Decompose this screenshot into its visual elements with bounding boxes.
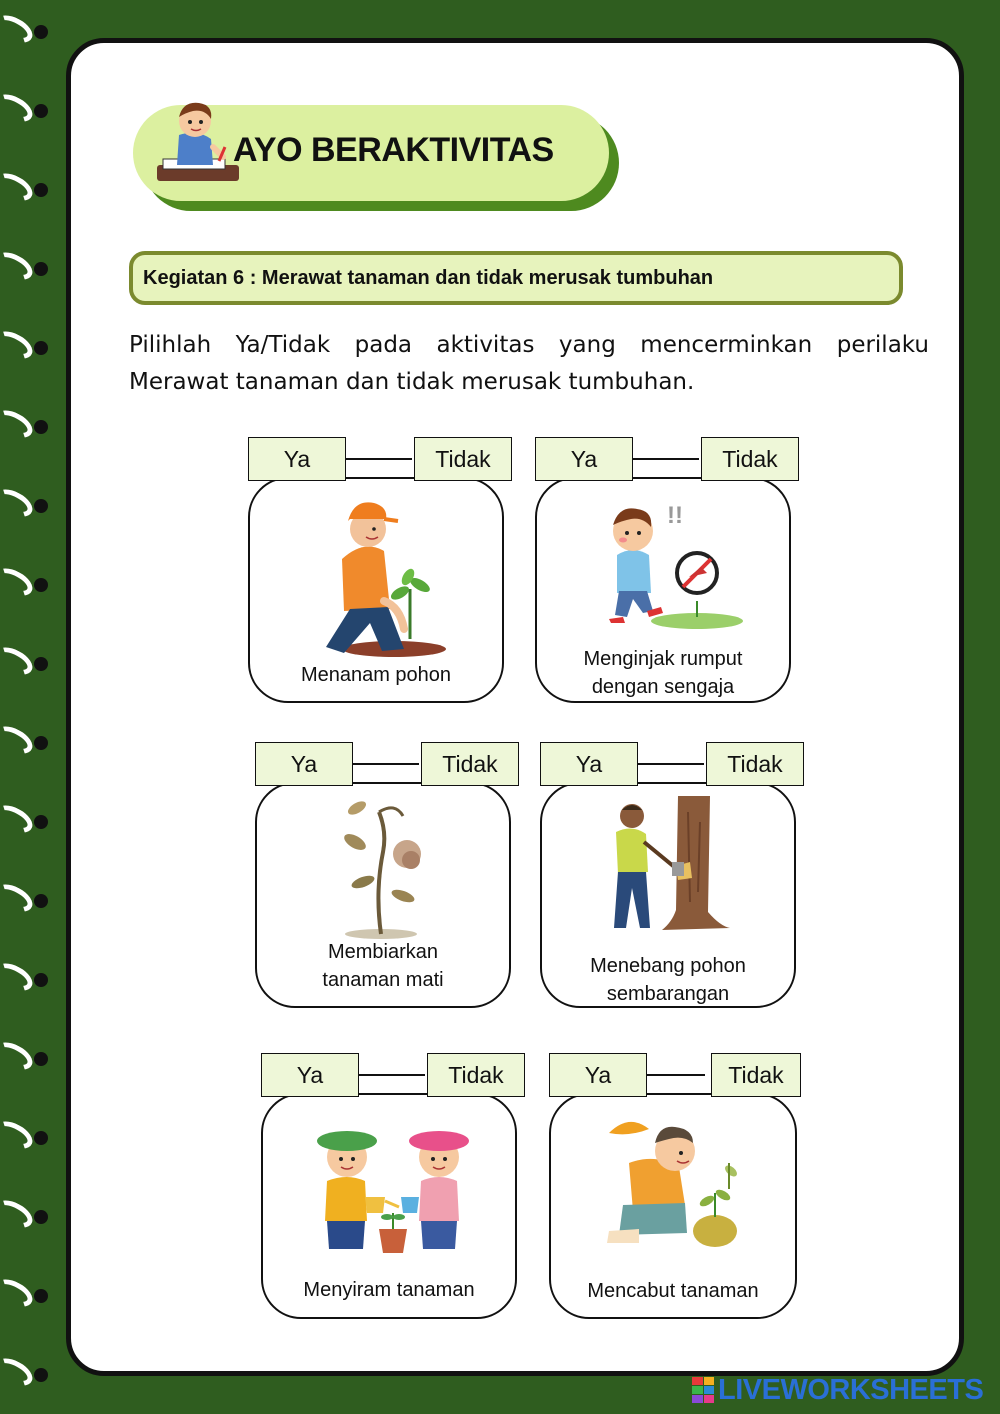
caption-line-2: tanaman mati: [322, 969, 444, 991]
binding-ring: [0, 1199, 52, 1233]
children-watering-plants-illustration: [307, 1117, 479, 1267]
binding-ring: [0, 488, 52, 522]
binding-ring: [0, 1357, 52, 1391]
studying-boy-illustration: [149, 95, 245, 195]
activity-card-menanam-pohon: [248, 437, 512, 705]
tidak-option-button[interactable]: Tidak: [414, 437, 512, 481]
activity-card-mencabut-tanaman: [549, 1053, 801, 1321]
caption-line-1: Menebang pohon: [590, 955, 746, 977]
binding-ring: [0, 1120, 52, 1154]
ya-option-button[interactable]: Ya: [255, 742, 353, 786]
caption-line-1: Membiarkan: [327, 941, 439, 963]
binding-ring: [0, 567, 52, 601]
tidak-option-button[interactable]: Tidak: [701, 437, 799, 481]
caption-line-2: sembarangan: [606, 983, 730, 1005]
instruction-text: Pilihlah Ya/Tidak pada aktivitas yang mencerminkan perilaku Merawat tanaman dan tidak merusak tumbuhan.: [129, 332, 929, 395]
ya-option-button[interactable]: Ya: [535, 437, 633, 481]
dead-plant-illustration: [325, 792, 445, 942]
ya-option-button[interactable]: Ya: [549, 1053, 647, 1097]
binding-ring: [0, 409, 52, 443]
svg-text:!!: !!: [667, 502, 683, 529]
activity-card-membiarkan-tanaman-mati: [255, 742, 519, 1010]
ya-option-button[interactable]: Ya: [248, 437, 346, 481]
binding-ring: [0, 172, 52, 206]
tidak-option-button[interactable]: Tidak: [706, 742, 804, 786]
binding-ring: [0, 883, 52, 917]
spiral-binding: [0, 0, 60, 1414]
liveworksheets-logo: [692, 1374, 983, 1406]
liveworksheets-logo-icon: [692, 1377, 714, 1403]
activity-card-menebang-pohon: [540, 742, 804, 1010]
activity-card-menyiram-tanaman: [261, 1053, 525, 1321]
binding-ring: [0, 93, 52, 127]
binding-ring: [0, 804, 52, 838]
card-caption: [261, 1276, 517, 1304]
binding-ring: [0, 962, 52, 996]
option-connector: [633, 458, 699, 460]
tidak-option-button[interactable]: Tidak: [421, 742, 519, 786]
option-connector: [645, 1074, 705, 1076]
child-pulling-plant-illustration: [599, 1113, 749, 1253]
binding-ring: [0, 725, 52, 759]
tidak-option-button[interactable]: Tidak: [427, 1053, 525, 1097]
man-cutting-tree-illustration: [596, 792, 736, 942]
page-title: AYO BERAKTIVITAS: [233, 131, 554, 169]
binding-ring: [0, 646, 52, 680]
caption-line-1: Menanam pohon: [300, 664, 452, 686]
card-caption: [549, 1277, 797, 1305]
liveworksheets-logo-text: LIVEWORKSHEETS: [718, 1373, 984, 1406]
card-caption: [248, 661, 504, 689]
caption-line-1: Menginjak rumput: [583, 648, 743, 670]
option-connector: [346, 458, 412, 460]
binding-ring: [0, 14, 52, 48]
card-caption: [255, 938, 511, 994]
ya-option-button[interactable]: Ya: [261, 1053, 359, 1097]
activity-card-menginjak-rumput: [535, 437, 799, 705]
caption-line-1: Menyiram tanaman: [303, 1279, 475, 1301]
tidak-option-button[interactable]: Tidak: [711, 1053, 801, 1097]
ya-option-button[interactable]: Ya: [540, 742, 638, 786]
option-connector: [353, 763, 419, 765]
caption-line-2: dengan sengaja: [591, 676, 735, 698]
option-connector: [638, 763, 704, 765]
binding-ring: [0, 1041, 52, 1075]
card-caption: [540, 952, 796, 1008]
binding-ring: [0, 251, 52, 285]
man-planting-tree-illustration: [304, 489, 454, 659]
boy-stepping-on-grass-illustration: [587, 493, 747, 633]
card-caption: [535, 645, 791, 701]
worksheet-page: [66, 38, 964, 1376]
caption-line-1: Mencabut tanaman: [587, 1280, 759, 1302]
binding-ring: [0, 1278, 52, 1312]
activity-title-bar: Kegiatan 6 : Merawat tanaman dan tidak merusak tumbuhan: [129, 251, 903, 305]
binding-ring: [0, 330, 52, 364]
option-connector: [359, 1074, 425, 1076]
